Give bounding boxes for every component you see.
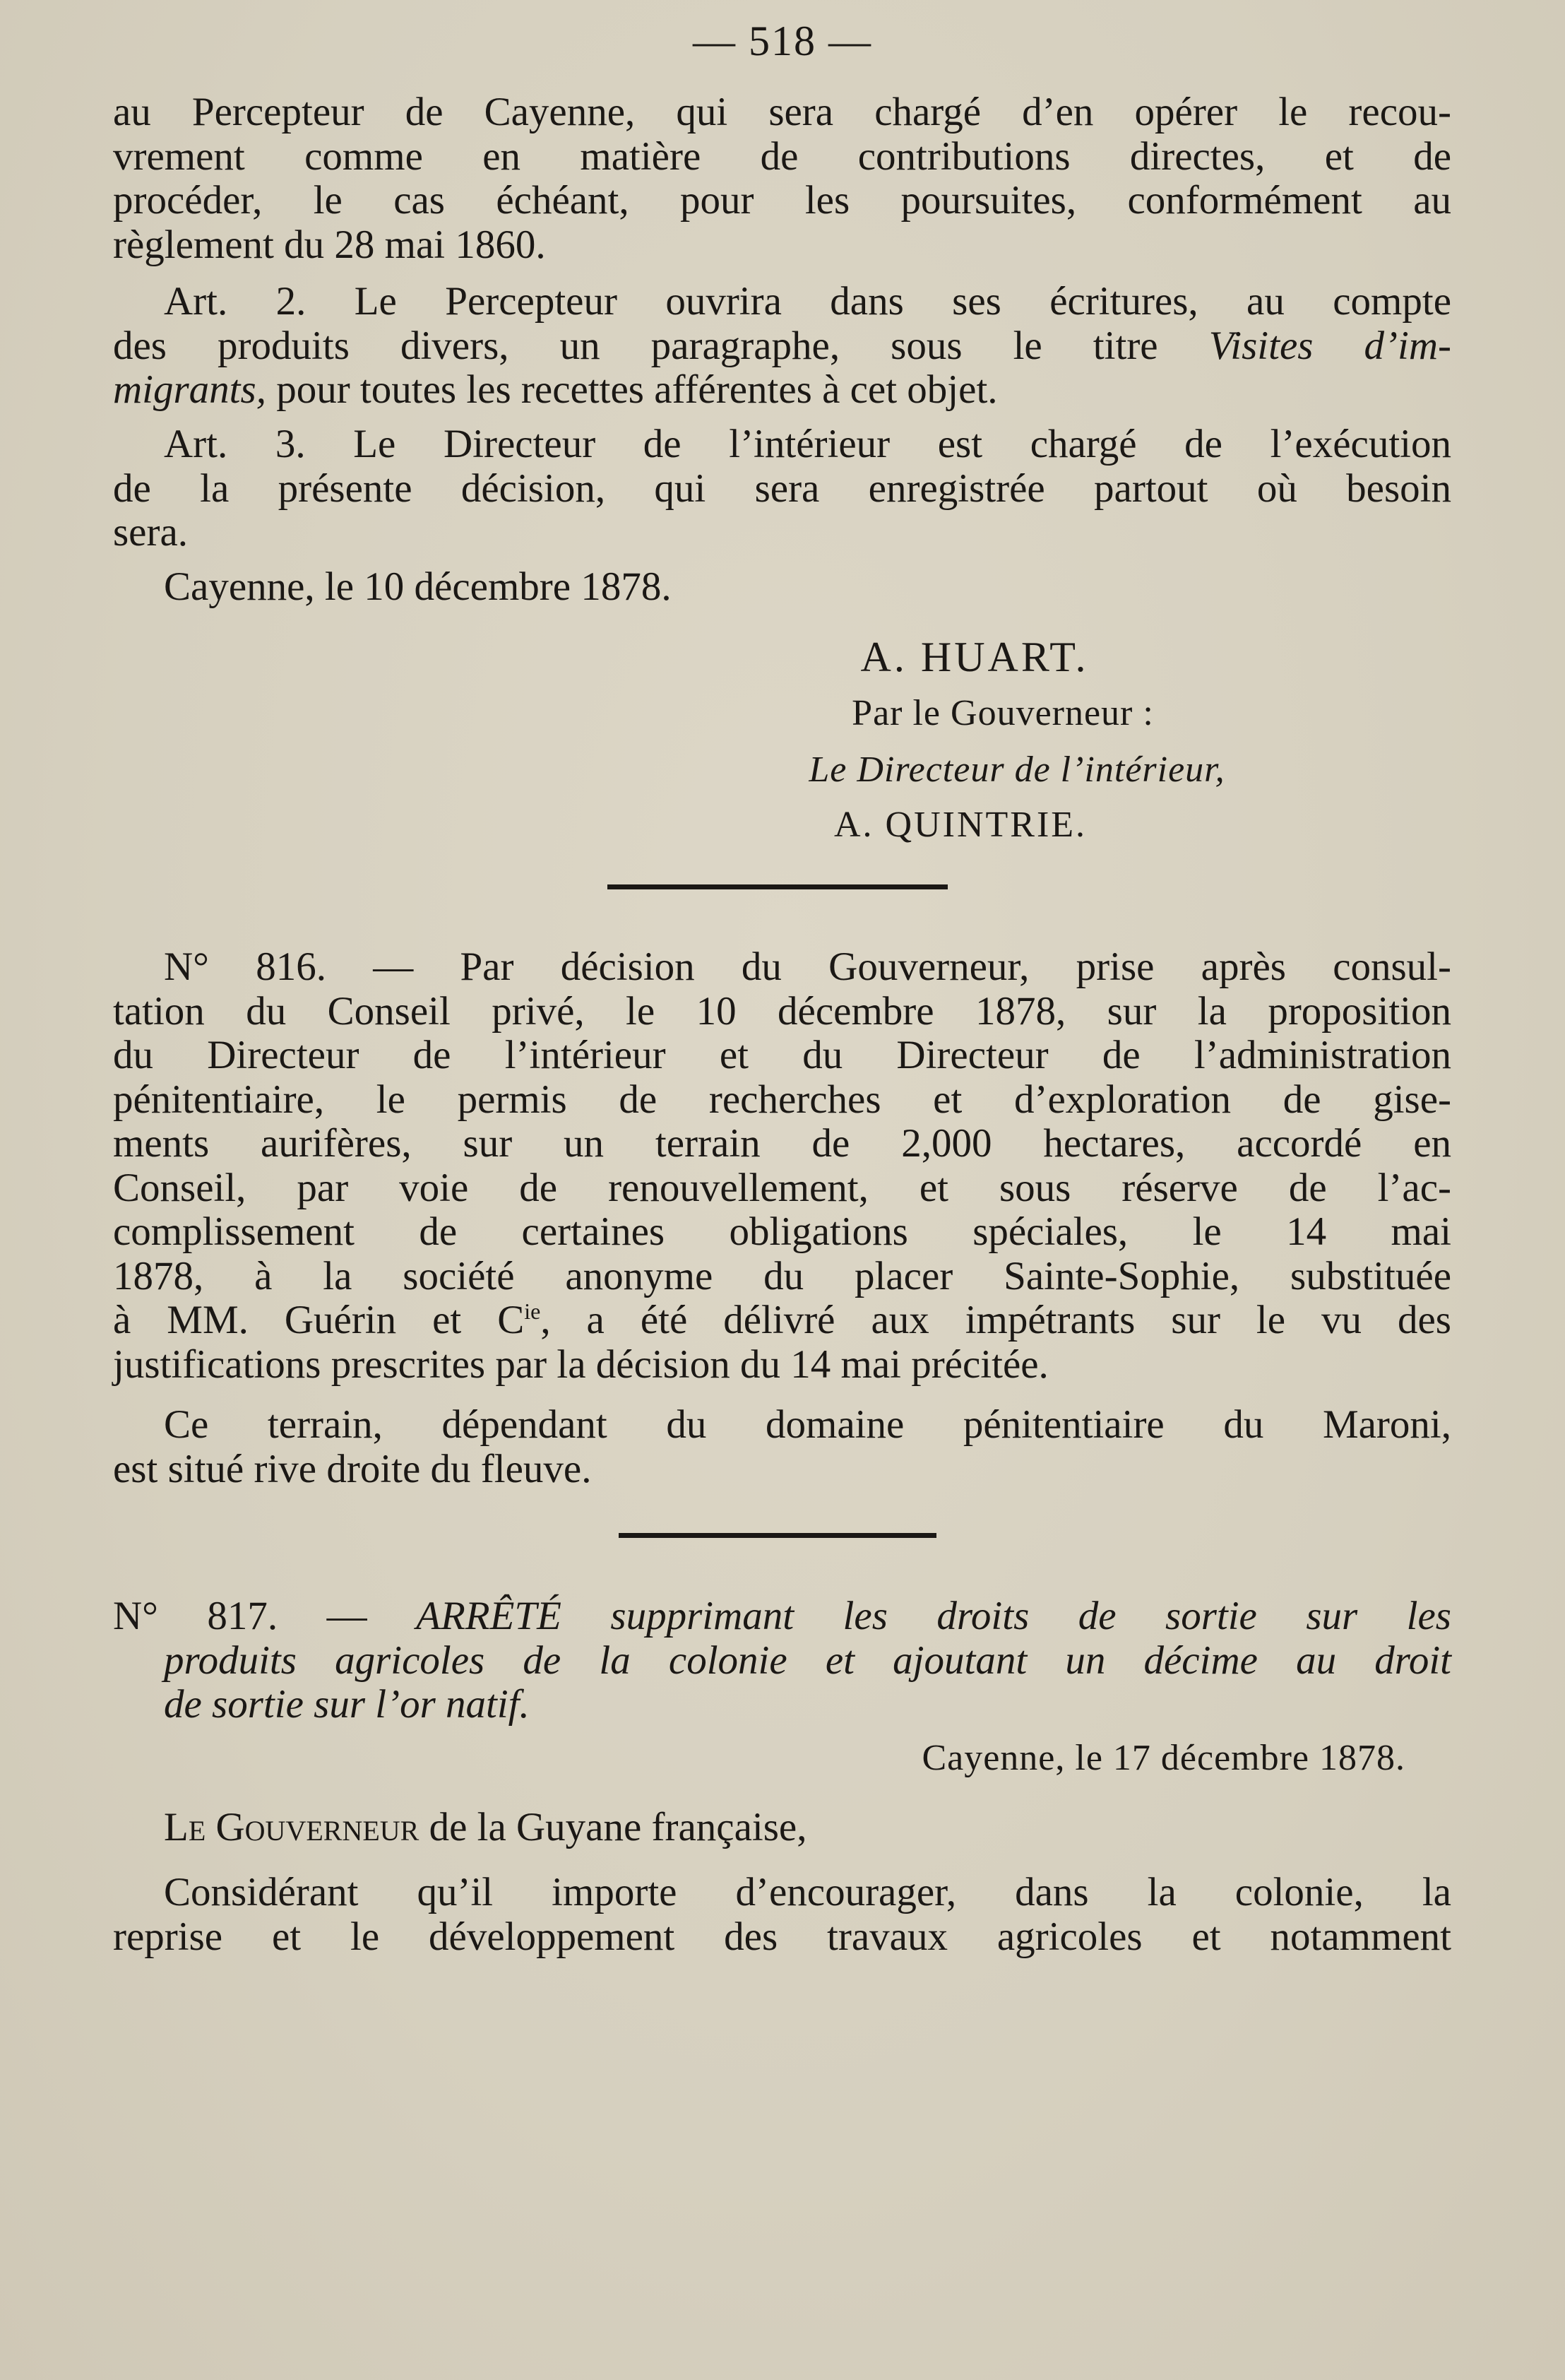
superscript: ie: [524, 1298, 541, 1324]
text-line: de sortie sur l’or natif.: [164, 1682, 530, 1727]
page-number: — 518 —: [693, 18, 872, 64]
signature-role: Le Directeur de l’intérieur,: [809, 750, 1225, 790]
italic-title: Visites d’im-: [1208, 323, 1451, 368]
text-line: Cayenne, le 10 décembre 1878.: [164, 564, 672, 609]
text-line: justifications prescrites par la décision du 14 mai précitée.: [113, 1342, 1049, 1387]
signature-name: A. HUART.: [860, 634, 1089, 680]
text-fragment: de la Guyane française,: [419, 1805, 807, 1849]
text-line: [113, 1594, 1451, 1639]
text-line: N° 816. — Par décision du Gouverneur, prise après consul-: [164, 945, 1451, 989]
text-fragment: N° 817. —: [113, 1594, 417, 1638]
italic-title: ARRÊTÉ supprimant les droits de sortie sur les: [416, 1594, 1451, 1638]
text-line: sera.: [113, 510, 189, 555]
text-line: reprise et le développement des travaux agricoles et notamment: [113, 1914, 1451, 1959]
text-line: [113, 1298, 1451, 1343]
text-line: au Percepteur de Cayenne, qui sera chargé d’en opérer le recou-: [113, 90, 1451, 134]
text-line: tation du Conseil privé, le 10 décembre 1878, sur la proposition: [113, 988, 1451, 1034]
text-fragment: à MM. Guérin et C: [113, 1298, 525, 1342]
text-line: est situé rive droite du fleuve.: [113, 1446, 592, 1491]
decision-816: [113, 945, 1451, 1387]
text-line: Ce terrain, dépendant du domaine pénitentiaire du Maroni,: [164, 1402, 1451, 1447]
continuation-paragraph: [113, 90, 1451, 267]
text-line: Conseil, par voie de renouvellement, et sous réserve de l’ac-: [113, 1165, 1451, 1210]
text-line: produits agricoles de la colonie et ajoutant un décime au droit: [164, 1638, 1451, 1683]
text-line: Considérant qu’il importe d’encourager, dans la colonie, la: [164, 1870, 1451, 1914]
considerant-paragraph: [113, 1871, 1451, 1959]
text-fragment: , a été délivré aux impétrants sur le vu des: [540, 1298, 1451, 1342]
place-date: [113, 565, 1451, 610]
italic-title: migrants,: [113, 367, 266, 412]
text-line: Art. 2. Le Percepteur ouvrira dans ses écritures, au compte: [164, 279, 1451, 324]
text-fragment: pour toutes les recettes afférentes à cet objet.: [276, 367, 998, 412]
article-2: [113, 280, 1451, 413]
arrete-817-title: [113, 1594, 1451, 1727]
article-3: [113, 422, 1451, 555]
text-line: règlement du 28 mai 1860.: [113, 222, 546, 267]
text-fragment: Le Gouverneur: [164, 1805, 419, 1849]
text-line: vrement comme en matière de contributions directes, et de: [113, 134, 1451, 179]
text-line: [113, 368, 1451, 413]
text-line: complissement de certaines obligations spéciales, le 14 mai: [113, 1209, 1451, 1254]
text-line: procéder, le cas échéant, pour les poursuites, conformément au: [113, 178, 1451, 223]
text-line: Art. 3. Le Directeur de l’intérieur est chargé de l’exécution: [164, 422, 1451, 466]
text-line: de la présente décision, qui sera enregistrée partout où besoin: [113, 466, 1451, 511]
text-line: [164, 1806, 1451, 1850]
arrete-date: Cayenne, le 17 décembre 1878.: [922, 1738, 1405, 1778]
text-line: [113, 324, 1451, 369]
text-fragment: des produits divers, un paragraphe, sous le titre: [113, 323, 1209, 368]
text-line: 1878, à la société anonyme du placer Sainte-Sophie, substituée: [113, 1253, 1451, 1298]
governor-line: [113, 1806, 1451, 1850]
text-line: du Directeur de l’intérieur et du Directeur de l’administration: [113, 1033, 1451, 1077]
signature-by: Par le Gouverneur :: [852, 693, 1154, 733]
separator-rule: [619, 1533, 936, 1538]
text-line: pénitentiaire, le permis de recherches et d’exploration de gise-: [113, 1077, 1451, 1122]
text-line: ments aurifères, sur un terrain de 2,000 hectares, accordé en: [113, 1121, 1451, 1166]
separator-rule: [607, 884, 948, 889]
decision-816-paragraph-2: [113, 1403, 1451, 1491]
signature-countersign: A. QUINTRIE.: [833, 805, 1088, 845]
